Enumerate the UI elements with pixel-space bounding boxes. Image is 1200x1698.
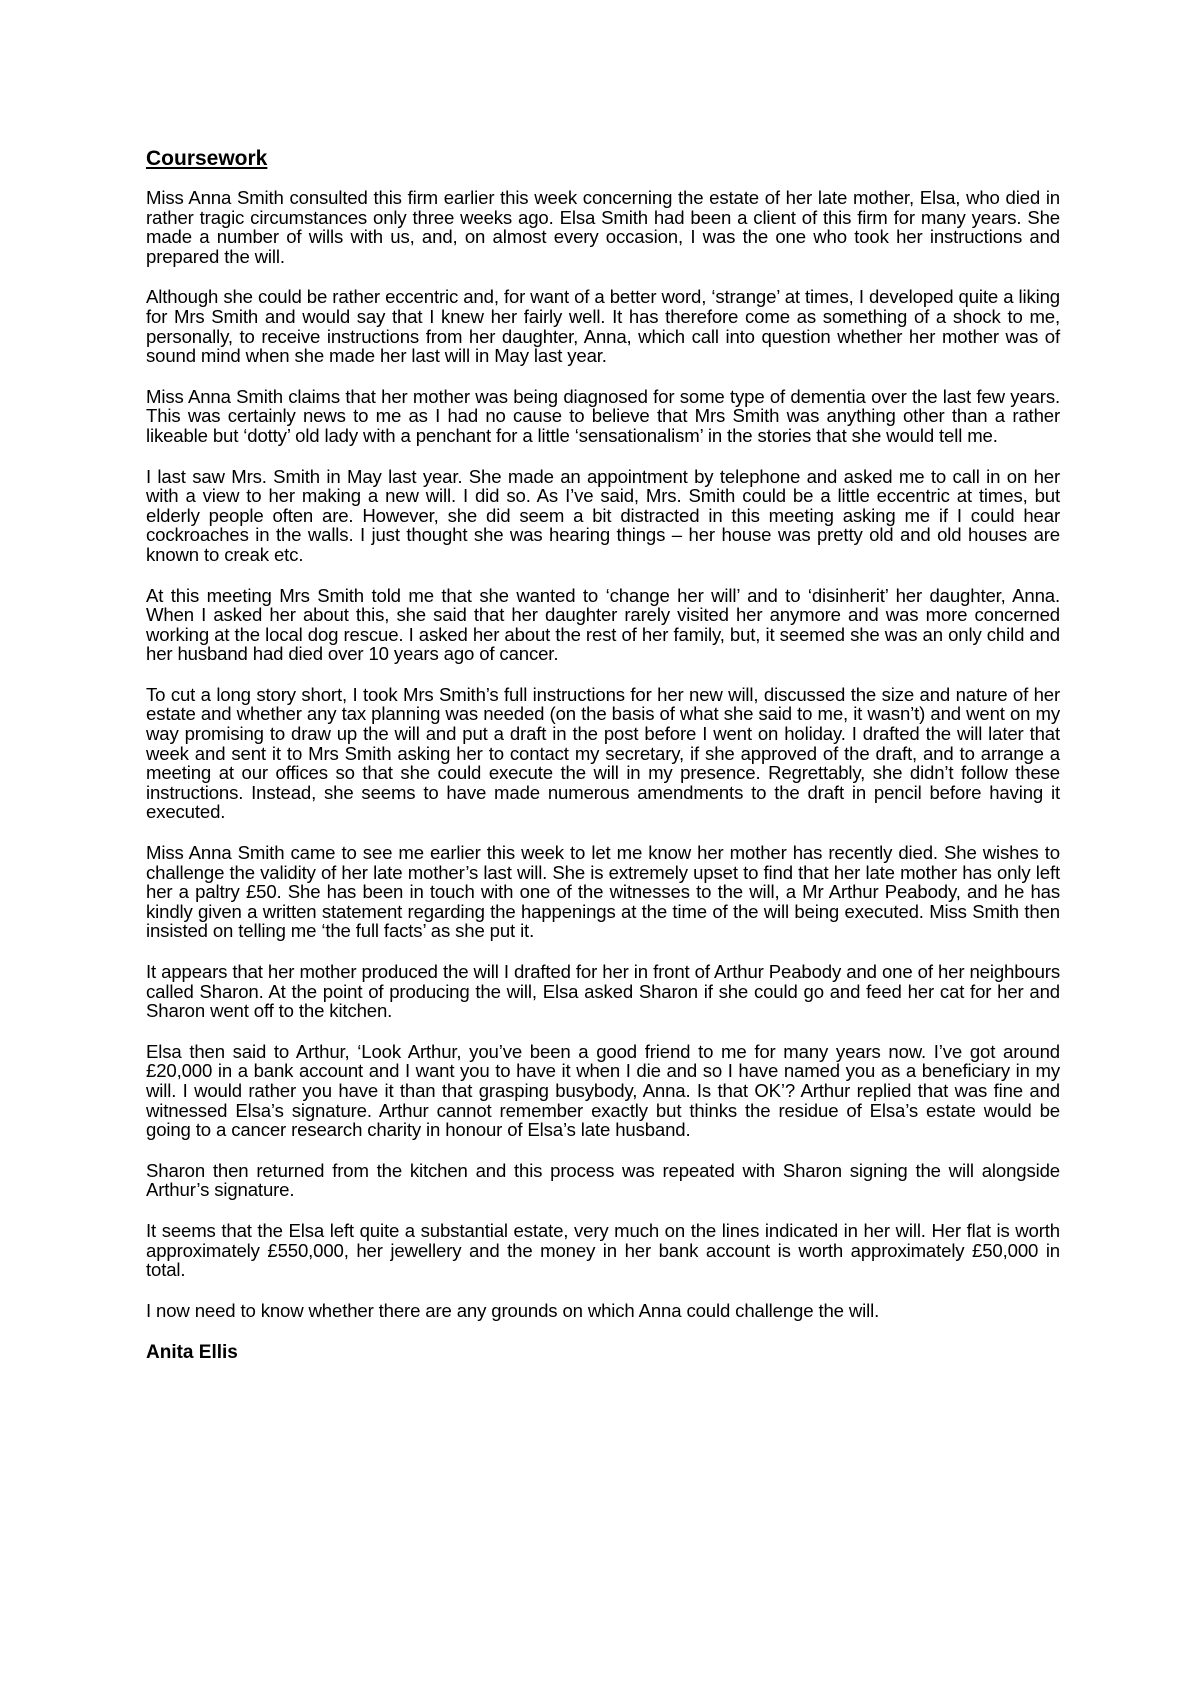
document-page <box>146 146 1060 1365</box>
document-title: Coursework <box>146 147 268 170</box>
paragraph: At this meeting Mrs Smith told me that she wanted to ‘change her will’ and to ‘disinherit’ her daughter, Anna. When I asked her about this, she said that her daughter rarely visited her anymore and was more concerned working at the local dog rescue. I asked her about the rest of her family, but, it seemed she was an only child and her husband had died over 10 years ago of cancer. <box>146 584 1060 665</box>
paragraph: Although she could be rather eccentric and, for want of a better word, ‘strange’ at times, I developed quite a liking for Mrs Smith and would say that I knew her fairly well. It has therefore come as something of a shock to me, personally, to receive instructions from her daughter, Anna, which call into question whether her mother was of sound mind when she made her last will in May last year. <box>146 286 1060 367</box>
paragraph: Miss Anna Smith claims that her mother was being diagnosed for some type of dementia over the last few years. This was certainly news to me as I had no cause to believe that Mrs Smith was anything other than a rather likeable but ‘dotty’ old lady with a penchant for a little ‘sensationalism’ in the stories that she would tell me. <box>146 385 1060 446</box>
paragraph: Elsa then said to Arthur, ‘Look Arthur, you’ve been a good friend to me for many years now. I’ve got around £20,000 in a bank account and I want you to have it when I die and so I have named you as a beneficiary in my will. I would rather you have it than that grasping busybody, Anna. Is that OK’? Arthur replied that was fine and witnessed Elsa’s signature. Arthur cannot remember exactly but thinks the residue of Elsa’s estate would be going to a cancer research charity in honour of Elsa’s late husband. <box>146 1040 1060 1141</box>
paragraph: Miss Anna Smith consulted this firm earlier this week concerning the estate of her late mother, Elsa, who died in rather tragic circumstances only three weeks ago. Elsa Smith had been a client of this firm for many years. She made a number of wills with us, and, on almost every occasion, I was the one who took her instructions and prepared the will. <box>146 187 1060 267</box>
paragraph: Miss Anna Smith came to see me earlier this week to let me know her mother has recently died. She wishes to challenge the validity of her late mother’s last will. She is extremely upset to find that her late mother has only left her a paltry £50. She has been in touch with one of the witnesses to the will, a Mr Arthur Peabody, and he has kindly given a written statement regarding the happenings at the time of the will being executed. Miss Smith then insisted on telling me ‘the full facts’ as she put it. <box>146 842 1060 942</box>
paragraph: To cut a long story short, I took Mrs Smith’s full instructions for her new will, discussed the size and nature of her estate and whether any tax planning was needed (on the basis of what she said to me, it wasn’t) and went on my way promising to draw up the will and put a draft in the post before I went on holiday. I drafted the will later that week and sent it to Mrs Smith asking her to contact my secretary, if she approved of the draft, and to arrange a meeting at our offices so that she could execute the will in my presence. Regrettably, she didn’t follow these instructions. Instead, she seems to have made numerous amendments to the draft in pencil before having it executed. <box>146 683 1060 823</box>
paragraph: I now need to know whether there are any grounds on which Anna could challenge the will. <box>146 1299 880 1321</box>
paragraph: It appears that her mother produced the will I drafted for her in front of Arthur Peabody and one of her neighbours called Sharon. At the point of producing the will, Elsa asked Sharon if she could go and feed her cat for her and Sharon went off to the kitchen. <box>146 961 1060 1022</box>
paragraph: I last saw Mrs. Smith in May last year. She made an appointment by telephone and asked me to call in on her with a view to her making a new will. I did so. As I’ve said, Mrs. Smith could be a little eccentric at times, but elderly people often are. However, she did seem a bit distracted in this meeting asking me if I could hear cockroaches in the walls. I just thought she was hearing things – her house was pretty old and old houses are known to creak etc. <box>146 465 1060 565</box>
paragraph: It seems that the Elsa left quite a substantial estate, very much on the lines indicated in her will. Her flat is worth approximately £550,000, her jewellery and the money in her bank account is worth approximately £50,000 in total. <box>146 1219 1060 1281</box>
paragraph: Sharon then returned from the kitchen and this process was repeated with Sharon signing the will alongside Arthur’s signature. <box>146 1159 1060 1201</box>
signature-name: Anita Ellis <box>146 1342 238 1364</box>
